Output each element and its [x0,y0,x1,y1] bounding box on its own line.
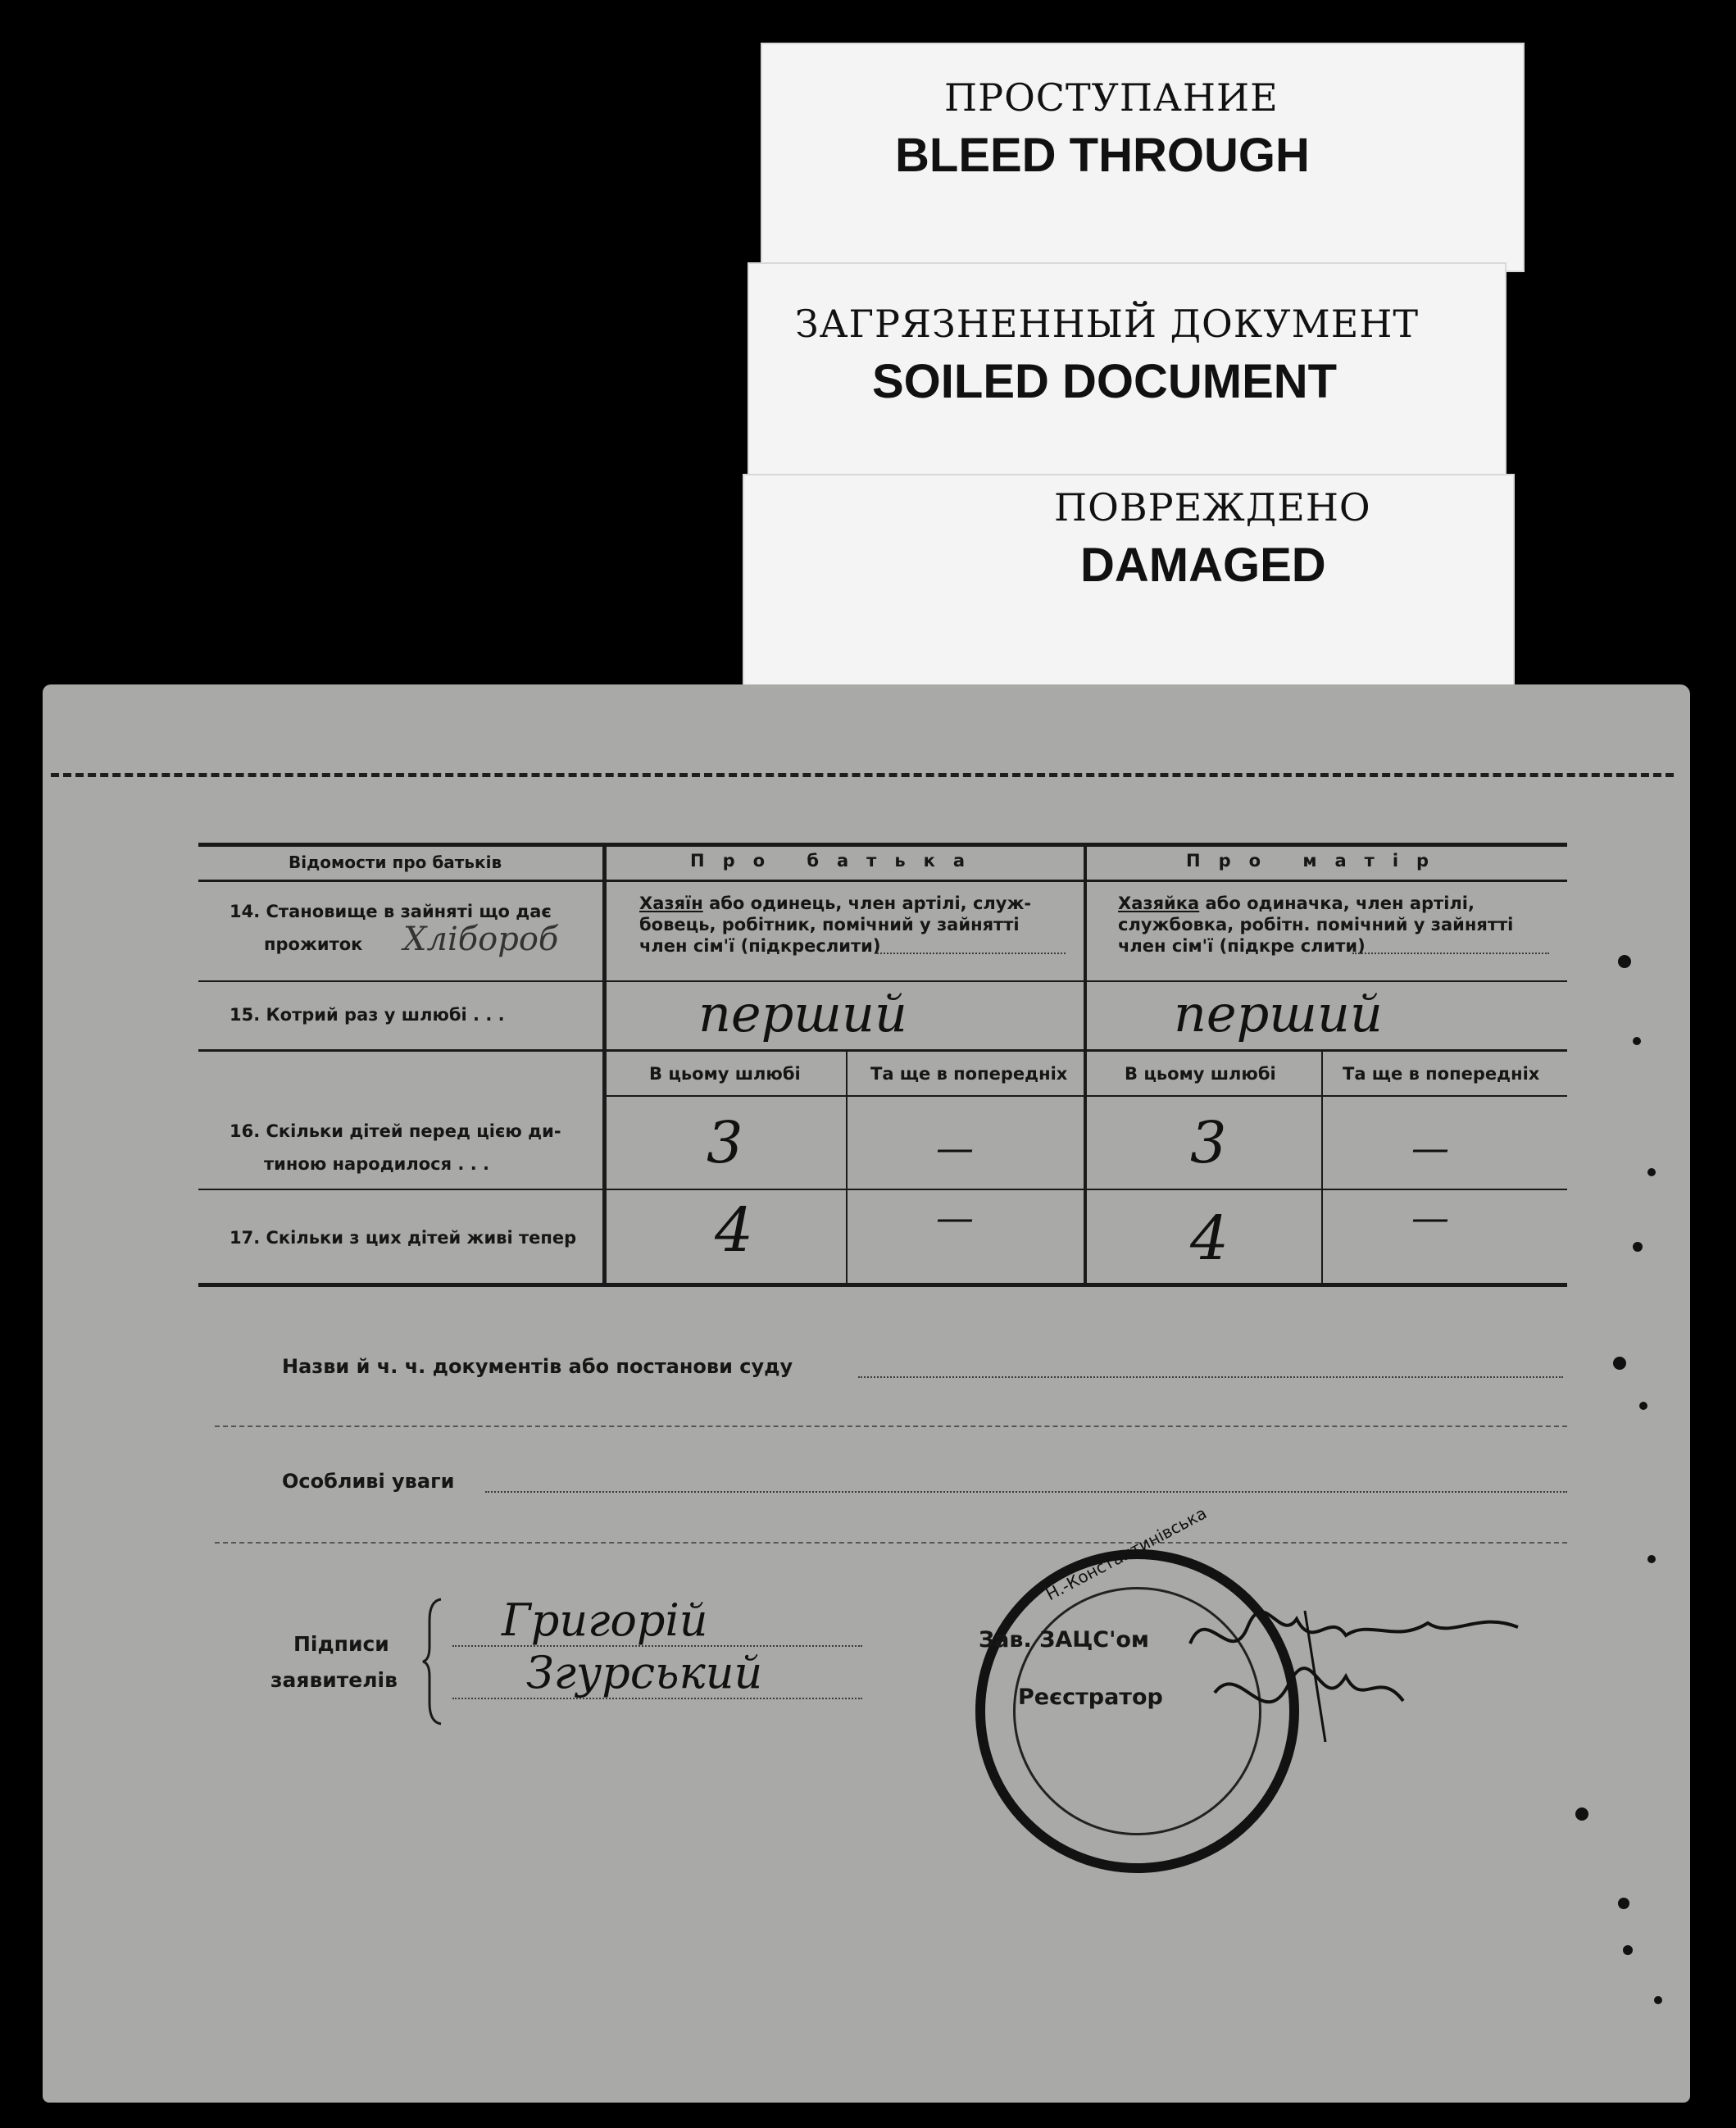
signatures-brace [421,1596,446,1727]
documents-fill-line-2 [215,1425,1567,1427]
row17-father-this: 4 [715,1195,754,1266]
row16-mother-this: 3 [1190,1109,1227,1176]
subheader-mother-previous: Та ще в попередніх [1343,1064,1540,1084]
row14-father-line2: бовець, робітник, помічний у зайнятті [639,915,1020,934]
row17-mother-prev: — [1411,1195,1449,1239]
table-rule [198,1049,1567,1052]
head-of-registry-label: Зав. ЗАЦС'ом [979,1627,1149,1653]
stamp-text: Н.-Константинівська [1043,1503,1211,1605]
signatures-label-line2: заявителів [270,1668,398,1692]
mother-underlined-choice: Хазяйка [1118,893,1200,913]
row17-father-prev: — [936,1195,974,1239]
father-line1-rest: або одинець, член артілі, служ- [709,893,1032,913]
punch-hole [1618,1898,1629,1909]
row14-mother-line2: службовка, робітн. помічний у зайнятті [1118,915,1514,934]
notes-fill-line-2 [215,1542,1567,1544]
father-underlined-choice: Хазяїн [639,893,703,913]
table-col-divider [846,1052,848,1287]
table-rule-bottom [198,1283,1567,1287]
punch-hole [1613,1357,1626,1370]
punch-hole [1633,1242,1643,1252]
table-col-divider [1084,843,1087,1287]
header-father: Про батька [690,851,984,871]
row14-father-line3: член сім'ї (підкреслити) [639,936,881,956]
row16-father-this: 3 [707,1109,743,1176]
row14-label-line2: прожиток [264,934,363,954]
label-en-text: BLEED THROUGH [895,129,1310,182]
row15-mother-value: перший [1174,984,1383,1044]
notes-label: Особливі уваги [282,1470,455,1493]
row16-label-line1: 16. Скільки дітей перед цією ди- [229,1121,561,1141]
parents-info-table [198,843,1567,1285]
punch-hole [1654,1996,1662,2004]
mother-line1-rest: або одиначка, член артілі, [1205,893,1475,913]
table-rule [198,880,1567,882]
document-page [43,684,1690,2103]
row17-mother-this: 4 [1190,1203,1229,1274]
row14-father-fill-line [877,953,1066,954]
row16-mother-prev: — [1411,1125,1449,1170]
row14-mother-line1 [1118,893,1475,913]
table-rule-top [198,843,1567,847]
row14-handwritten-occupation: Хлібороб [403,921,559,958]
punch-hole [1633,1037,1641,1045]
perforation-line [51,773,1674,777]
notes-fill-line [485,1491,1567,1493]
documents-label: Назви й ч. ч. документів або постанови суду [282,1355,793,1378]
punch-hole [1623,1945,1633,1955]
punch-hole [1575,1807,1588,1821]
punch-hole [1618,955,1631,968]
row16-label-line2: тиною народилося . . . [264,1154,489,1174]
punch-hole [1647,1555,1656,1563]
label-ru-text: ПОВРЕЖДЕНО [1054,485,1371,530]
label-ru-text: ЗАГРЯЗНЕННЫЙ ДОКУМЕНТ [795,302,1420,346]
row14-mother-line3: член сім'ї (підкре слити) [1118,936,1366,956]
header-parents-info: Відомости про батьків [289,853,502,872]
subheader-mother-this-marriage: В цьому шлюбі [1125,1064,1276,1084]
label-en-text: DAMAGED [1080,539,1326,592]
row15-father-value: перший [698,984,907,1044]
label-card-soiled-document [748,262,1507,485]
row14-father-line1 [639,893,1031,913]
row17-label: 17. Скільки з цих дітей живі тепер [229,1228,577,1248]
punch-hole [1639,1402,1647,1410]
label-en-text: SOILED DOCUMENT [872,355,1338,408]
label-card-bleed-through [761,43,1525,272]
header-mother: Про матір [1186,851,1447,871]
table-col-divider [602,843,607,1287]
signatures-label-line1: Підписи [293,1632,389,1656]
table-col-divider [1321,1052,1323,1287]
subheader-father-previous: Та ще в попередніх [870,1064,1068,1084]
label-card-damaged [743,474,1515,687]
punch-hole [1647,1168,1656,1176]
applicant-signature-1: Григорій [502,1594,708,1646]
row16-father-prev: — [936,1125,974,1170]
row14-label-line1: 14. Становище в зайняті що дає [229,902,552,921]
applicant-signature-2: Згурський [526,1647,763,1698]
documents-fill-line [858,1376,1563,1378]
registrar-label: Реєстратор [1018,1685,1163,1710]
table-rule [198,980,1567,982]
label-ru-text: ПРОСТУПАНИЕ [944,75,1279,120]
row14-mother-fill-line [1352,953,1549,954]
table-rule [198,1189,1567,1190]
row15-label: 15. Котрий раз у шлюбі . . . [229,1005,505,1025]
subheader-father-this-marriage: В цьому шлюбі [649,1064,801,1084]
official-signature-scribble [1182,1594,1543,1758]
